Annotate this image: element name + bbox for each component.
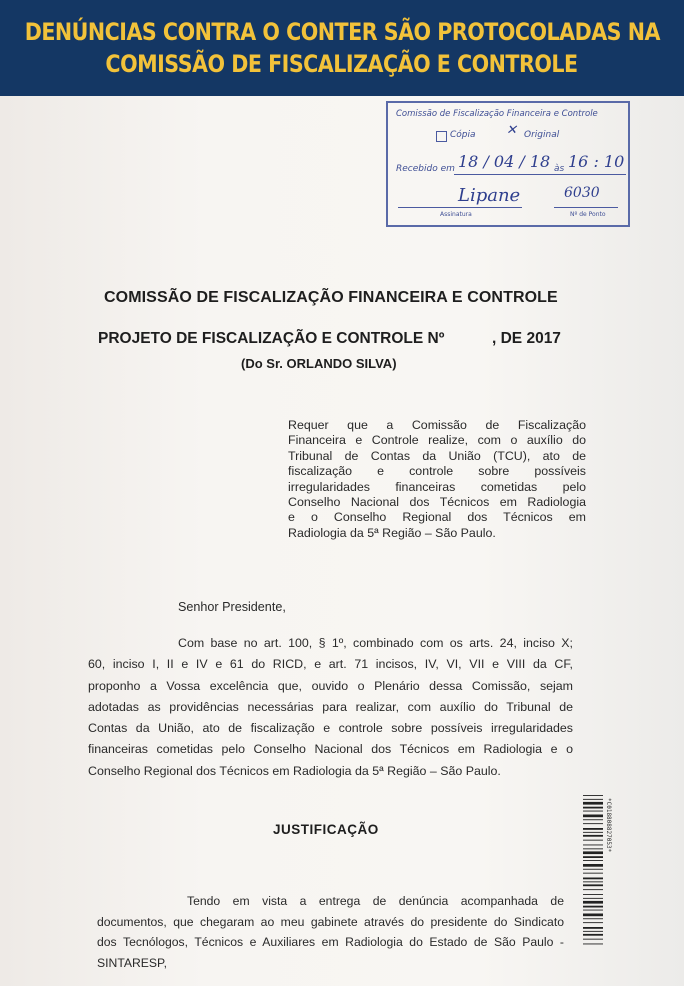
as-label: às [554, 164, 565, 174]
request-line: fiscalização e controle sobre possíveis [288, 464, 586, 479]
body-line: 60, inciso I, II e IV e 61 do RICD, e art. 71 incisos, IV, VI, VII e VIII da CF, [88, 657, 573, 672]
request-line: irregularidades financeiras cometidas pelo [288, 479, 586, 494]
salutation: Senhor Presidente, [178, 600, 286, 614]
author-line: (Do Sr. ORLANDO SILVA) [241, 356, 397, 371]
recebido-label: Recebido em [396, 164, 455, 174]
request-line: Requer que a Comissão de Fiscalização [288, 418, 586, 432]
justification-line: documentos, que chegaram ao meu gabinete através do presidente do Sindicato [97, 914, 564, 929]
signature-underline [398, 207, 522, 208]
headline-line-2: COMISSÃO DE FISCALIZAÇÃO E CONTROLE [105, 50, 579, 78]
justification-paragraph [97, 891, 564, 973]
signature: Lipane [458, 185, 521, 206]
body-line: proponho a Vossa excelência que, ouvido o Plenário dessa Comissão, sejam [88, 678, 573, 693]
assinatura-label: Assinatura [440, 211, 472, 218]
justification-title: JUSTIFICAÇÃO [273, 822, 379, 837]
copia-checkbox [436, 131, 447, 142]
project-year: , DE 2017 [492, 330, 561, 347]
body-line: adotadas as providências necessárias para realizar, com auxílio do Tribunal de [88, 699, 573, 714]
body-line: financeiras cometidas pelo Conselho Nacional dos Técnicos em Radiologia e o [88, 742, 573, 757]
original-label: Original [524, 130, 560, 140]
stamp-title: Comissão de Fiscalização Financeira e Controle [396, 109, 598, 119]
body-line: Com base no art. 100, § 1º, combinado com os arts. 24, inciso X; [178, 636, 573, 650]
recebido-time: 16 : 10 [568, 152, 625, 171]
request-summary [288, 418, 586, 541]
project-heading: PROJETO DE FISCALIZAÇÃO E CONTROLE Nº [98, 330, 445, 347]
original-check-mark-icon: ✕ [506, 123, 517, 138]
headline-banner [0, 0, 684, 96]
ponto-underline [554, 207, 618, 208]
justification-line: Tendo em vista a entrega de denúncia acompanhada de [187, 894, 564, 908]
barcode-icon [583, 795, 603, 945]
reception-stamp [386, 101, 630, 227]
request-line: Tribunal de Contas da União (TCU), ato de [288, 448, 586, 463]
body-line: Conselho Regional dos Técnicos em Radiologia da 5ª Região – São Paulo. [88, 763, 501, 778]
request-line: Conselho Nacional dos Técnicos em Radiologia [288, 495, 586, 510]
headline-line-1: DENÚNCIAS CONTRA O CONTER SÃO PROTOCOLADAS NA [24, 18, 660, 46]
request-line: Financeira e Controle realize, com o auxílio do [288, 433, 586, 448]
justification-line: dos Tecnólogos, Técnicos e Auxiliares em Radiologia do Estado de São Paulo - [97, 935, 564, 949]
recebido-date: 18 / 04 / 18 [458, 152, 551, 171]
committee-heading: COMISSÃO DE FISCALIZAÇÃO FINANCEIRA E CONTROLE [104, 289, 558, 306]
request-line: Radiologia da 5ª Região – São Paulo. [288, 525, 496, 540]
ponto-number: 6030 [564, 185, 600, 201]
body-paragraph [88, 633, 573, 782]
justification-line: SINTARESP, [97, 955, 167, 970]
recebido-underline [454, 174, 626, 175]
ponto-label: Nº de Ponto [570, 211, 606, 218]
barcode-number: *C018808827053* [605, 798, 612, 853]
body-line: Contas da União, ato de fiscalização e controle sobre possíveis irregularidades [88, 721, 573, 736]
copia-label: Cópia [450, 130, 476, 140]
request-line: e o Conselho Regional dos Técnicos em [288, 510, 586, 525]
